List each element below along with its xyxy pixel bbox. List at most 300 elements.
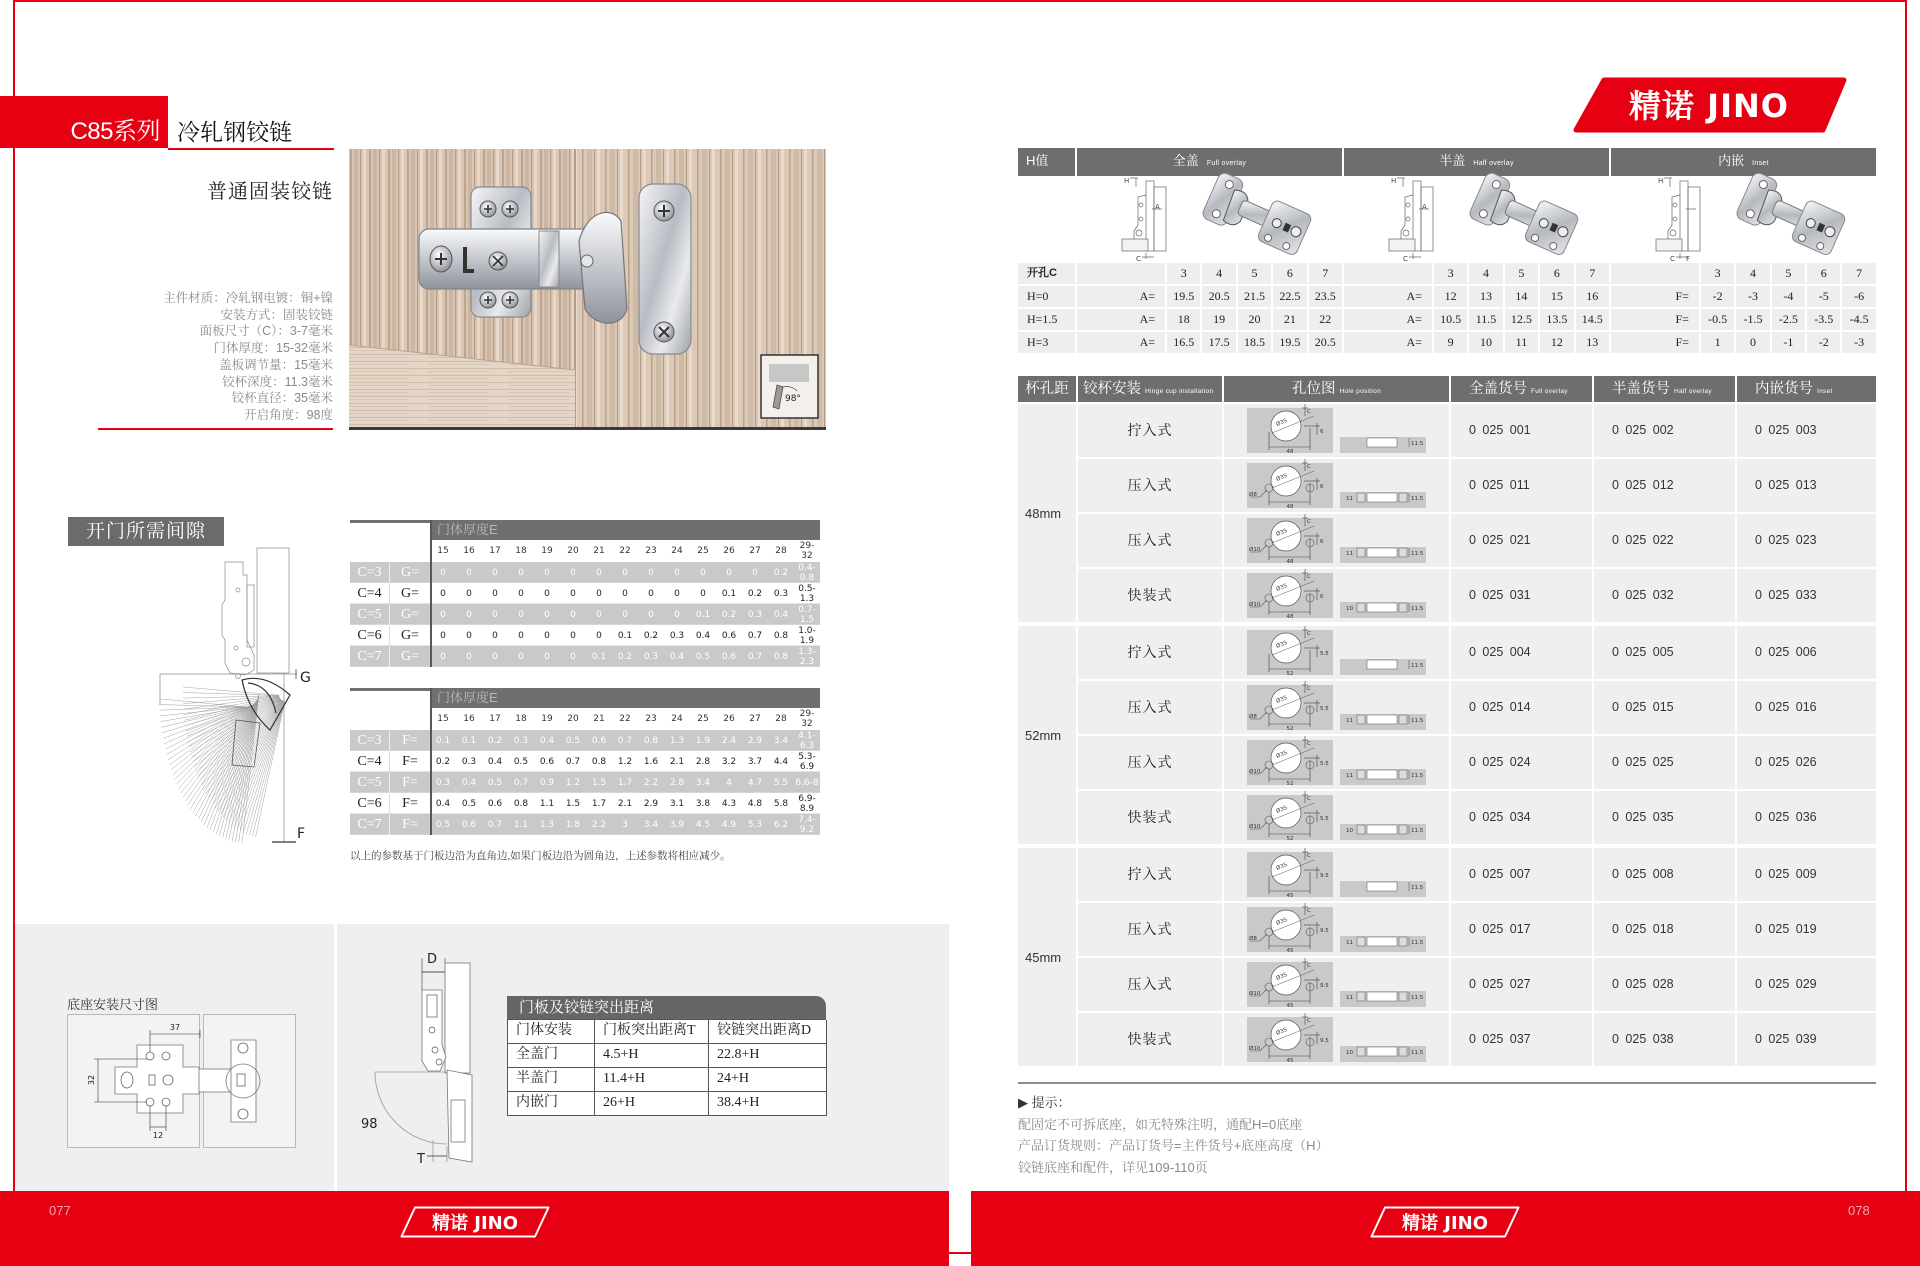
- footer-logo: [400, 1206, 550, 1238]
- table-cell: 0.8: [643, 735, 659, 746]
- base-mounting-drawing: [67, 1014, 297, 1149]
- table-row: [350, 604, 820, 625]
- hole-diagram-svg: [1224, 569, 1449, 622]
- hole-distance-dimension: 45: [1286, 893, 1294, 899]
- panel-size-label: C=4: [350, 583, 390, 604]
- hole-diagram-svg: [1224, 626, 1449, 679]
- schematic-label: F: [1686, 255, 1691, 262]
- c-value-header: 5: [1238, 263, 1271, 284]
- notes-divider: [1018, 1082, 1876, 1084]
- table-cell: 19: [1202, 309, 1235, 330]
- product-code-full-overlay: 0 025 027: [1451, 958, 1592, 1011]
- edge-distance-mark: C: [1307, 631, 1311, 637]
- distance-cell: 38.4+H: [709, 1092, 827, 1116]
- cup-distance-cell: [1018, 404, 1076, 622]
- thickness-column-header: 20: [567, 546, 579, 556]
- spec-cup-depth: 铰杯深度：11.3毫米: [222, 374, 333, 389]
- table-cell: 0: [674, 567, 680, 578]
- triangle-bullet-icon: ▶: [1018, 1095, 1028, 1110]
- hole-diagram-svg: [1224, 958, 1449, 1011]
- half-overlay-code-header: [1594, 376, 1735, 402]
- table-cell: 17.5: [1202, 332, 1235, 353]
- cup-diameter-label: Ø35: [1275, 1027, 1289, 1037]
- table-cell: 0: [752, 567, 758, 578]
- header-subtitle: Full overlay: [1206, 160, 1247, 167]
- thickness-column-header: 28: [775, 714, 787, 724]
- panel-size-label: C=5: [350, 604, 390, 625]
- product-name: 普通固装铰链: [207, 181, 333, 203]
- table-header: [350, 520, 820, 540]
- spec-opening-angle: 开启角度：98度: [244, 407, 333, 422]
- table-cell: 2.9: [747, 735, 763, 746]
- offset-dimension: 9.5: [1320, 983, 1329, 989]
- clearance-note: 以上的参数基于门板边沿为直角边,如果门板边沿为圆角边，上述参数将相应减少。: [350, 851, 731, 862]
- table-cell: 0.4: [669, 651, 685, 662]
- table-cell: 0: [726, 567, 732, 578]
- dowel-depth-label: 11: [1346, 496, 1353, 502]
- table-cell: 0.4: [695, 630, 711, 641]
- column-header: 门板突出距离T: [595, 1020, 709, 1044]
- table-cell: 1: [1701, 332, 1734, 353]
- thickness-column-header: 15: [437, 546, 449, 556]
- table-cell: 1.1: [513, 819, 529, 830]
- opening-angle-label: 98°: [785, 394, 801, 404]
- series-badge: [0, 96, 168, 148]
- table-cell: 0.1: [591, 651, 607, 662]
- table-cell: 0: [674, 588, 680, 599]
- table-cell: 19.5: [1167, 286, 1200, 307]
- edge-distance-mark: C: [1307, 686, 1311, 692]
- thickness-column-header: 26: [723, 546, 735, 556]
- header-subtitle: Half overlay: [1674, 388, 1712, 395]
- thickness-column-header: 28: [775, 546, 787, 556]
- product-code-inset: 0 025 026: [1737, 736, 1876, 789]
- offset-dimension: 6: [1320, 429, 1324, 435]
- c-value-header: 7: [1842, 263, 1875, 284]
- logo-english: JINO: [1707, 87, 1789, 125]
- dowel-diameter-label: Ø10: [1249, 547, 1261, 553]
- offset-dimension: 9.5: [1320, 928, 1329, 934]
- hole-distance-dimension: 52: [1286, 671, 1294, 677]
- table-cell: 0.7-1.5: [798, 604, 816, 625]
- cup-installation-cell: 压入式: [1078, 903, 1222, 956]
- product-code-full-overlay: 0 025 014: [1451, 681, 1592, 734]
- thickness-column-header: 27: [749, 714, 761, 724]
- table-cell: 0: [674, 609, 680, 620]
- dowel-diameter-label: Ø10: [1249, 602, 1261, 608]
- clearance-section-title: 开门所需间隙: [68, 517, 224, 546]
- header-blank: [350, 520, 430, 540]
- table-cell: 0: [648, 588, 654, 599]
- header-subtitle: Inset: [1817, 388, 1833, 395]
- c-value-header: 6: [1540, 263, 1573, 284]
- hole-diagram-svg: [1224, 736, 1449, 789]
- door-thickness-header: 门体厚度E: [430, 520, 820, 540]
- dowel-diameter-label: Ø8: [1249, 714, 1257, 720]
- table-cell: 0.1: [721, 588, 737, 599]
- product-code-half-overlay: 0 025 038: [1594, 1013, 1735, 1066]
- cup-diameter-label: Ø35: [1275, 640, 1289, 650]
- thickness-column-header: 21: [593, 714, 605, 724]
- table-cell: 18.5: [1238, 332, 1271, 353]
- table-cell: 0.4-0.8: [798, 562, 816, 583]
- table-row: [350, 646, 820, 667]
- hole-distance-dimension: 52: [1286, 781, 1294, 787]
- hole-position-diagram: [1224, 459, 1449, 512]
- table-cell: 0.8: [773, 651, 789, 662]
- table-cell: 0: [596, 609, 602, 620]
- thickness-column-header: 18: [515, 714, 527, 724]
- table-cell: 0: [466, 609, 472, 620]
- table-cell: 3.9: [669, 819, 685, 830]
- footer-logo: [1370, 1206, 1520, 1238]
- protrusion-table-title: 门板及铰链突出距离: [507, 996, 826, 1019]
- product-code-half-overlay: 0 025 028: [1594, 958, 1735, 1011]
- table-cell: 13: [1576, 332, 1609, 353]
- table-cell: 0.8: [513, 798, 529, 809]
- hole-distance-dimension: 48: [1286, 449, 1294, 455]
- hole-position-diagram: [1224, 514, 1449, 567]
- thickness-column-header: 21: [593, 546, 605, 556]
- notes-block: [1018, 1092, 1329, 1178]
- table-cell: 2.1: [669, 756, 685, 767]
- dowel-diameter-label: Ø10: [1249, 769, 1261, 775]
- hole-position-diagram: [1224, 681, 1449, 734]
- product-code-half-overlay: 0 025 012: [1594, 459, 1735, 512]
- spec-cup-diameter: 铰杯直径：35毫米: [231, 391, 333, 406]
- thickness-column-header: 19: [541, 714, 553, 724]
- table-cell: 0: [492, 567, 498, 578]
- table-cell: 9: [1434, 332, 1467, 353]
- table-cell: 4.5: [695, 819, 711, 830]
- gap-f-table: [350, 688, 820, 835]
- table-cell: 0.7: [487, 819, 503, 830]
- hole-position-header: [1224, 376, 1449, 402]
- c-value-header: 3: [1701, 263, 1734, 284]
- header-subtitle: Hole position: [1339, 388, 1381, 395]
- logo-chinese: 精诺: [1401, 1213, 1438, 1234]
- cup-diameter-label: Ø35: [1275, 805, 1289, 815]
- panel-size-label: C=7: [350, 646, 390, 667]
- table-cell: 0.2: [773, 567, 789, 578]
- formula-label: A=: [1344, 309, 1432, 330]
- edge-distance-mark: C: [1307, 853, 1311, 859]
- c-value-header: 7: [1309, 263, 1342, 284]
- table-cell: 0.3: [669, 630, 685, 641]
- product-code-full-overlay: 0 025 017: [1451, 903, 1592, 956]
- schematic-label: C: [1136, 255, 1141, 262]
- blank-cell: [1344, 263, 1432, 284]
- hole-diagram-svg: [1224, 404, 1449, 457]
- protrusion-table: [507, 996, 826, 1116]
- c-value-header: 4: [1469, 263, 1502, 284]
- table-cell: 1.5: [565, 798, 581, 809]
- table-cell: 10.5: [1434, 309, 1467, 330]
- product-code-inset: 0 025 033: [1737, 569, 1876, 622]
- schematic-label: H: [1391, 177, 1397, 185]
- table-cell: 0: [492, 651, 498, 662]
- table-row: [350, 730, 820, 751]
- thickness-column-header: 17: [489, 546, 501, 556]
- notes-title: [1018, 1092, 1329, 1114]
- table-cell: 14: [1505, 286, 1538, 307]
- schematic-label: A: [1422, 203, 1427, 211]
- table-cell: -6: [1842, 286, 1875, 307]
- table-cell: 0: [596, 567, 602, 578]
- product-code-full-overlay: 0 025 037: [1451, 1013, 1592, 1066]
- table-cell: 0.1: [695, 609, 711, 620]
- table-cell: 19.5: [1273, 332, 1306, 353]
- cup-depth-label: 11.5: [1411, 496, 1424, 502]
- column-divider: [430, 520, 432, 667]
- svg-text:精诺 JINO: [432, 1212, 518, 1234]
- table-cell: 4.4: [773, 756, 789, 767]
- table-cell: 7.4-9.2: [798, 814, 816, 835]
- table-cell: 0.8: [591, 756, 607, 767]
- offset-dimension: 6: [1320, 594, 1324, 600]
- table-cell: 0: [648, 609, 654, 620]
- hinge-photo: [1201, 173, 1315, 258]
- cup-installation-cell: 拧入式: [1078, 404, 1222, 457]
- table-body: [350, 730, 820, 835]
- header-title: 孔位图: [1292, 381, 1336, 397]
- schematic-label: C: [1670, 255, 1675, 262]
- table-cell: 0.5: [513, 756, 529, 767]
- table-cell: 5.3: [747, 819, 763, 830]
- table-cell: 0: [596, 630, 602, 641]
- c-value-header: 5: [1772, 263, 1805, 284]
- offset-dimension: 9.5: [1320, 873, 1329, 879]
- table-cell: 2.2: [591, 819, 607, 830]
- formula-label: A=: [1077, 309, 1165, 330]
- product-code-inset: 0 025 019: [1737, 903, 1876, 956]
- table-cell: 22.5: [1273, 286, 1306, 307]
- table-row: [350, 772, 820, 793]
- table-cell: 22: [1309, 309, 1342, 330]
- svg-text:精诺 JINO: [1402, 1212, 1488, 1234]
- table-cell: 0.3: [435, 777, 451, 788]
- table-cell: 0: [570, 588, 576, 599]
- thickness-column-header: 25: [697, 546, 709, 556]
- gap-f-label: F: [297, 826, 306, 842]
- dowel-depth-label: 10: [1346, 828, 1353, 834]
- inset-code-header: [1737, 376, 1876, 402]
- offset-dimension: 5.5: [1320, 816, 1329, 822]
- cup-diameter-label: Ø35: [1275, 972, 1289, 982]
- table-cell: 4.9: [721, 819, 737, 830]
- table-cell: 0.7: [513, 777, 529, 788]
- table-cell: 0: [492, 609, 498, 620]
- cup-installation-cell: 压入式: [1078, 736, 1222, 789]
- edge-distance-mark: C: [1307, 741, 1311, 747]
- product-code-half-overlay: 0 025 032: [1594, 569, 1735, 622]
- table-cell: 6.2: [773, 819, 789, 830]
- cup-diameter-label: Ø35: [1275, 862, 1289, 872]
- cup-installation-cell: 快装式: [1078, 1013, 1222, 1066]
- gap-formula-label: F=: [402, 817, 418, 832]
- table-cell: 15: [1540, 286, 1573, 307]
- table-cell: 1.3: [539, 819, 555, 830]
- table-cell: 12: [1540, 332, 1573, 353]
- header-title: 全盖: [1172, 153, 1199, 168]
- table-cell: 1.3: [669, 735, 685, 746]
- thickness-column-header: 15: [437, 714, 449, 724]
- dowel-depth-label: 11: [1346, 718, 1353, 724]
- table-cell: 0.6: [721, 651, 737, 662]
- table-row: [350, 751, 820, 772]
- table-cell: 0: [622, 567, 628, 578]
- formula-label: A=: [1344, 332, 1432, 353]
- table-cell: 0: [570, 651, 576, 662]
- header-subtitle: Half overlay: [1473, 160, 1514, 167]
- hinge-protrusion-d-label: D: [427, 952, 438, 967]
- thickness-column-header: 16: [463, 546, 475, 556]
- thickness-column-header: 29-32: [799, 709, 815, 729]
- table-cell: 0.7: [747, 651, 763, 662]
- cup-diameter-label: Ø35: [1275, 583, 1289, 593]
- formula-label: A=: [1077, 286, 1165, 307]
- thickness-values: [430, 708, 820, 730]
- header-subtitle: Hinge cup installation: [1145, 388, 1214, 395]
- notes-title-text: 提示：: [1031, 1095, 1071, 1110]
- distance-cell: 22.8+H: [709, 1044, 827, 1068]
- thickness-values: [430, 540, 820, 562]
- note-line: 产品订货规则：产品订货号=主件货号+底座高度（H）: [1018, 1138, 1329, 1153]
- product-code-full-overlay: 0 025 034: [1451, 791, 1592, 844]
- table-cell: 14.5: [1576, 309, 1609, 330]
- table-cell: 2.8: [695, 756, 711, 767]
- dowel-depth-label: 10: [1346, 606, 1353, 612]
- table-cell: 0: [544, 651, 550, 662]
- cup-diameter-label: Ø35: [1275, 750, 1289, 760]
- header-title: 半盖货号: [1612, 381, 1670, 397]
- formula-label: F=: [1611, 286, 1699, 307]
- cup-installation-cell: 压入式: [1078, 459, 1222, 512]
- hole-position-diagram: [1224, 626, 1449, 679]
- cup-distance-group: [1018, 848, 1876, 1066]
- table-cell: 3.4: [643, 819, 659, 830]
- table-cell: -2: [1701, 286, 1734, 307]
- edge-distance-mark: C: [1307, 409, 1311, 415]
- table-cell: 0: [466, 588, 472, 599]
- table-cell: 3.1: [669, 798, 685, 809]
- table-cell: 0: [1736, 332, 1769, 353]
- table-cell: 0: [544, 630, 550, 641]
- product-code-half-overlay: 0 025 005: [1594, 626, 1735, 679]
- table-cell: 0.3: [747, 609, 763, 620]
- table-row: [350, 793, 820, 814]
- table-cell: 0.4: [461, 777, 477, 788]
- column-header: 门体安装: [508, 1020, 595, 1044]
- cup-distance-header: 杯孔距: [1018, 376, 1076, 402]
- h-row-label: H=1.5: [1018, 309, 1075, 330]
- cup-distance-cell: [1018, 626, 1076, 844]
- table-cell: 0.5: [565, 735, 581, 746]
- offset-dimension: 9.5: [1320, 1038, 1329, 1044]
- panel-size-label: C=3: [350, 730, 390, 751]
- panel-size-label: C=4: [350, 751, 390, 772]
- table-cell: 0: [544, 609, 550, 620]
- table-cell: 0.5: [435, 819, 451, 830]
- hinge-schematic: [1122, 178, 1166, 259]
- table-cell: 0.2: [617, 651, 633, 662]
- table-cell: 16: [1576, 286, 1609, 307]
- full-overlay-code-header: [1451, 376, 1592, 402]
- hole-position-diagram: [1224, 848, 1449, 901]
- thickness-column-header: 18: [515, 546, 527, 556]
- dowel-depth-label: 11: [1346, 995, 1353, 1001]
- product-code-half-overlay: 0 025 015: [1594, 681, 1735, 734]
- offset-dimension: 5.5: [1320, 761, 1329, 767]
- table-cell: 0: [518, 588, 524, 599]
- table-cell: 3.8: [695, 798, 711, 809]
- table-cell: 5.8: [773, 798, 789, 809]
- product-code-full-overlay: 0 025 007: [1451, 848, 1592, 901]
- gap-formula-label: G=: [400, 565, 419, 580]
- gap-g-table: [350, 520, 820, 667]
- table-cell: 11.5: [1469, 309, 1502, 330]
- cup-depth-label: 11.5: [1411, 828, 1424, 834]
- offset-dimension: 5.5: [1320, 706, 1329, 712]
- table-cell: 2.2: [643, 777, 659, 788]
- product-code-inset: 0 025 039: [1737, 1013, 1876, 1066]
- table-cell: 1.7: [617, 777, 633, 788]
- c-value-header: 7: [1576, 263, 1609, 284]
- table-cell: 0: [518, 609, 524, 620]
- door-type-cell: 全盖门: [508, 1044, 595, 1068]
- product-code-inset: 0 025 016: [1737, 681, 1876, 734]
- spec-overlay-adjust: 盖板调节量：15毫米: [219, 357, 333, 372]
- header-title: 铰杯安装: [1083, 381, 1141, 397]
- table-cell: 13.5: [1540, 309, 1573, 330]
- table-cell: 0.2: [435, 756, 451, 767]
- table-cell: 0: [700, 567, 706, 578]
- schematic-label: C: [1403, 255, 1408, 262]
- table-cell: 0.5: [461, 798, 477, 809]
- product-code-half-overlay: 0 025 008: [1594, 848, 1735, 901]
- cup-distance-label: 45mm: [1025, 949, 1062, 965]
- product-code-inset: 0 025 036: [1737, 791, 1876, 844]
- edge-distance-mark: C: [1307, 1018, 1311, 1024]
- table-cell: 0.3: [773, 588, 789, 599]
- table-cell: 0: [440, 609, 446, 620]
- thickness-column-header: 25: [697, 714, 709, 724]
- gap-formula-label: F=: [402, 775, 418, 790]
- blank-cell: [1611, 263, 1699, 284]
- table-cell: 0.3: [643, 651, 659, 662]
- table-cell: 1.2: [565, 777, 581, 788]
- table-cell: 21.5: [1238, 286, 1271, 307]
- panel-size-label: C=6: [350, 793, 390, 814]
- table-cell: 6.6-8: [795, 777, 819, 788]
- h-table-header: [1018, 148, 1876, 173]
- table-cell: -1.5: [1736, 309, 1769, 330]
- gap-formula-label: F=: [402, 796, 418, 811]
- cup-diameter-label: Ø35: [1275, 695, 1289, 705]
- table-cell: -4.5: [1842, 309, 1875, 330]
- hole-diagram-svg: [1224, 1013, 1449, 1066]
- table-cell: 1.3-2.3: [798, 646, 816, 667]
- offset-dimension: 5.5: [1320, 651, 1329, 657]
- header-title: 内嵌: [1718, 153, 1745, 168]
- table-row: [350, 625, 820, 646]
- hole-distance-dimension: 48: [1286, 559, 1294, 565]
- dowel-depth-label: 11: [1346, 551, 1353, 557]
- table-cell: 0: [622, 609, 628, 620]
- door-clearance-diagram: [150, 545, 315, 850]
- base-mounting-title: 底座安装尺寸图: [67, 997, 159, 1012]
- series-label: C85系列: [70, 118, 160, 145]
